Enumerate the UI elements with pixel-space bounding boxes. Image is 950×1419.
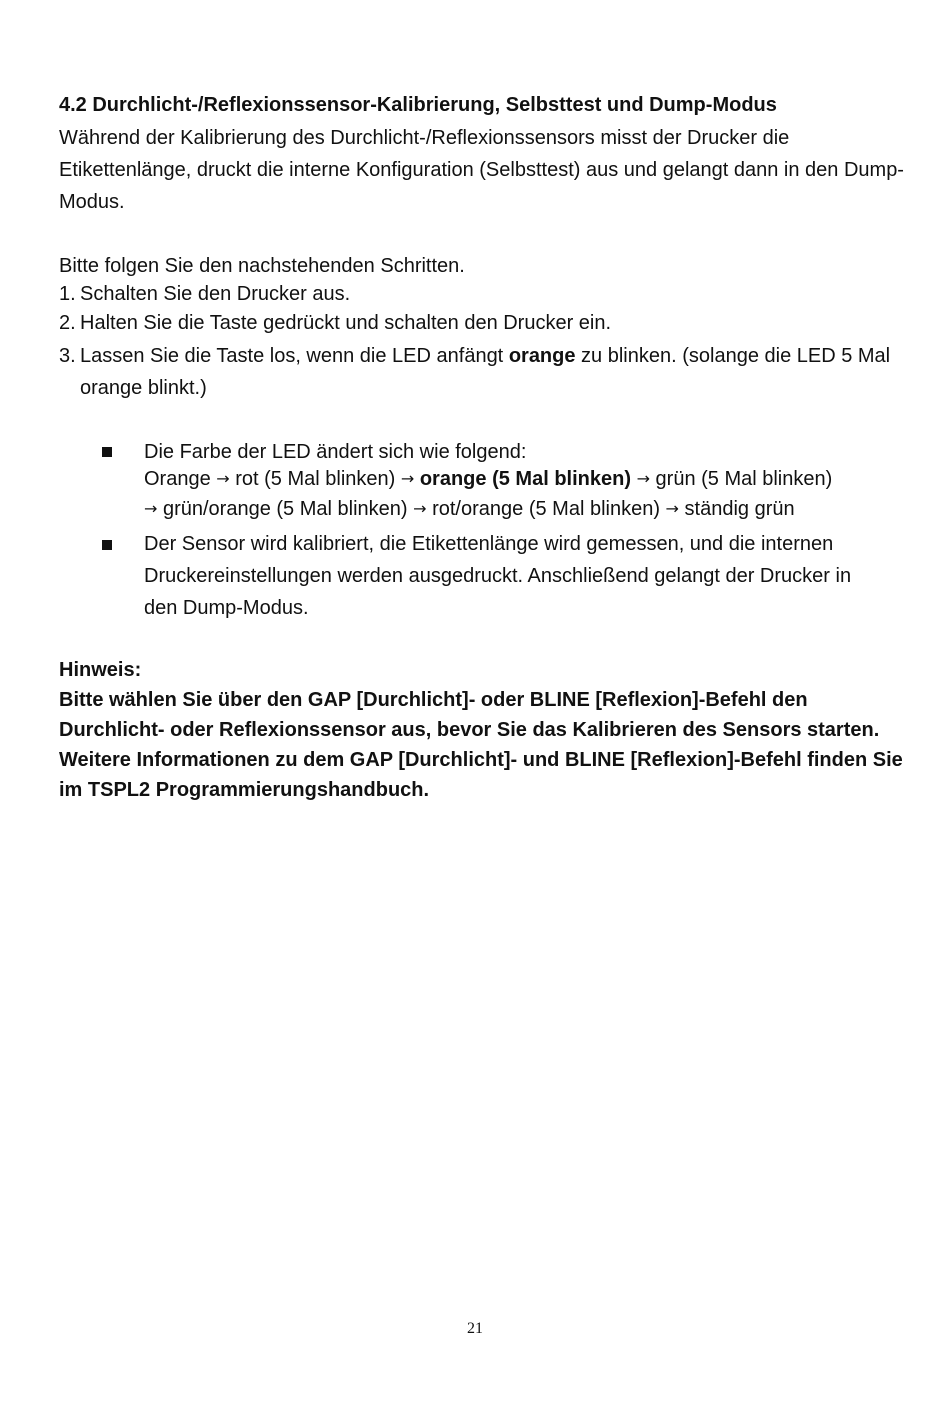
- arrow-right-icon: →: [144, 499, 158, 518]
- step-2: [59, 311, 909, 335]
- led-state: ständig grün: [684, 498, 795, 520]
- arrow-right-icon: →: [665, 499, 679, 518]
- arrow-right-icon: →: [413, 499, 427, 518]
- led-sequence-line-1: [144, 464, 902, 494]
- step-text-emphasis: orange: [508, 345, 576, 367]
- led-state: rot/orange (5 Mal blinken): [432, 498, 660, 520]
- note-block: [59, 655, 909, 805]
- bullet-body: [144, 440, 902, 524]
- note-paragraph-2: Weitere Informationen zu dem GAP [Durchlicht]- und BLINE [Reflexion]-Befehl finden Sie im TSPL2 Programmierungshandbuch.: [59, 749, 903, 801]
- note-paragraph-1: Bitte wählen Sie über den GAP [Durchlicht]- oder BLINE [Reflexion]-Befehl den Durchlicht- oder Reflexionssensor aus, bevor Sie das Kalibrieren des Sensors starten.: [59, 689, 880, 741]
- steps-lead-text: Bitte folgen Sie den nachstehenden Schritten.: [59, 255, 465, 277]
- led-state-emphasis: orange (5 Mal blinken): [419, 468, 631, 490]
- section-heading: 4.2 Durchlicht-/Reflexionssensor-Kalibrierung, Selbsttest und Dump-Modus: [59, 94, 777, 116]
- led-intro-text: Die Farbe der LED ändert sich wie folgend:: [144, 441, 527, 463]
- sensor-calibration-text: Der Sensor wird kalibriert, die Etikettenlänge wird gemessen, und die internen Druckereinstellungen werden ausgedruckt. Anschließend gelangt der Drucker in den Dump-Modus.: [144, 533, 852, 619]
- intro-paragraph: Während der Kalibrierung des Durchlicht-/Reflexionssensors misst der Drucker die Etikettenlänge, druckt die interne Konfiguration (Selbsttest) aus und gelangt dann in den Dump-Modus.: [59, 127, 904, 213]
- step-number: 2.: [59, 312, 76, 334]
- step-1: [59, 282, 909, 306]
- led-state: rot (5 Mal blinken): [235, 468, 396, 490]
- arrow-right-icon: →: [400, 469, 415, 488]
- led-state: Orange: [144, 468, 211, 490]
- step-number: 3.: [59, 345, 76, 367]
- step-3: [59, 340, 909, 404]
- step-text: Schalten Sie den Drucker aus.: [80, 283, 351, 305]
- step-text-part: zu blinken. (solange die LED 5 Mal orange blinkt.): [80, 345, 891, 399]
- square-bullet-icon: [102, 447, 112, 457]
- note-label: Hinweis:: [59, 659, 142, 681]
- page-number: 21: [467, 1320, 483, 1337]
- arrow-right-icon: →: [636, 469, 650, 488]
- led-state: grün/orange (5 Mal blinken): [162, 498, 408, 520]
- step-text-part: Lassen Sie die Taste los, wenn die LED anfängt: [80, 345, 509, 367]
- bullet-led-colors: [102, 440, 902, 524]
- led-sequence-line-2: [144, 494, 902, 524]
- bullet-sensor-calibration: [102, 528, 902, 624]
- led-state: grün (5 Mal blinken): [655, 468, 833, 490]
- arrow-right-icon: →: [216, 469, 230, 488]
- square-bullet-icon: [102, 540, 112, 550]
- step-text: [59, 340, 909, 404]
- step-number: 1.: [59, 283, 76, 305]
- step-text: Halten Sie die Taste gedrückt und schalten den Drucker ein.: [80, 312, 612, 334]
